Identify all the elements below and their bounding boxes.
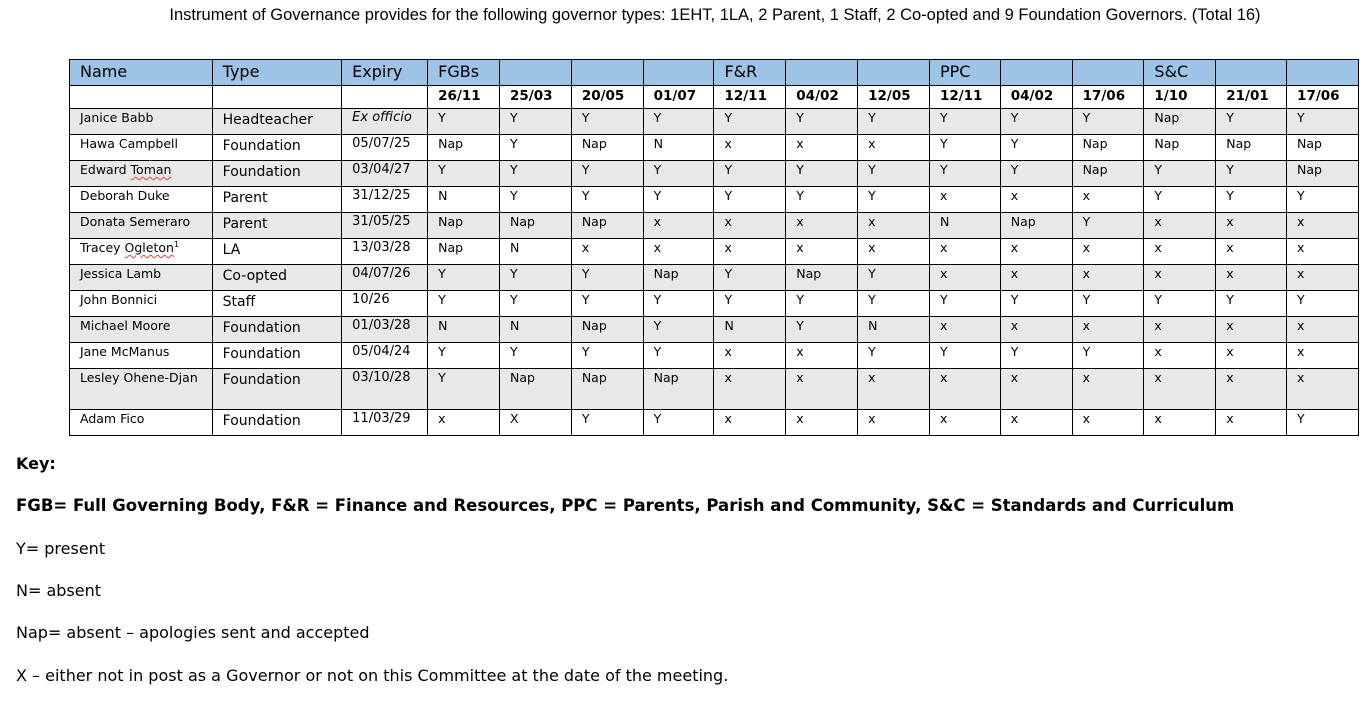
governor-name: Hawa Campbell [70, 135, 213, 161]
attendance-cell: Y [1287, 410, 1359, 436]
attendance-cell: x [1216, 213, 1287, 239]
attendance-cell: Nap [571, 213, 643, 239]
attendance-cell: x [571, 239, 643, 265]
attendance-cell: Y [929, 135, 1000, 161]
term-expiry: 11/03/29 [342, 410, 428, 436]
table-row [70, 187, 1359, 213]
attendance-cell: Y [1216, 291, 1287, 317]
attendance-cell: x [643, 239, 714, 265]
attendance-cell: x [1216, 317, 1287, 343]
table-row [70, 343, 1359, 369]
attendance-cell: Y [643, 161, 714, 187]
attendance-cell: x [1072, 187, 1144, 213]
governor-name: Jessica Lamb [70, 265, 213, 291]
table-row [70, 135, 1359, 161]
attendance-cell: x [786, 343, 858, 369]
governor-type: Foundation [212, 410, 342, 436]
date-header: 17/06 [1287, 86, 1359, 109]
attendance-cell: x [1144, 369, 1216, 410]
attendance-cell: Y [499, 343, 571, 369]
attendance-cell: Y [428, 369, 500, 410]
attendance-cell: Y [428, 291, 500, 317]
governor-type: Staff [212, 291, 342, 317]
attendance-cell: Nap [428, 213, 500, 239]
group-header-row [70, 60, 1359, 86]
date-header: 1/10 [1144, 86, 1216, 109]
table-row [70, 265, 1359, 291]
attendance-cell: Y [1072, 343, 1144, 369]
attendance-cell: Y [428, 265, 500, 291]
attendance-cell: x [786, 135, 858, 161]
attendance-cell: x [1072, 317, 1144, 343]
attendance-cell: Nap [571, 369, 643, 410]
governor-type: Headteacher [212, 109, 342, 135]
attendance-cell: N [499, 317, 571, 343]
col-header-fgbs: FGBs [428, 60, 500, 86]
attendance-cell: Y [858, 343, 930, 369]
attendance-cell: Y [786, 109, 858, 135]
attendance-cell: Y [858, 265, 930, 291]
attendance-cell: Y [786, 161, 858, 187]
attendance-cell: x [1072, 410, 1144, 436]
attendance-cell: N [428, 187, 500, 213]
attendance-cell: x [714, 213, 786, 239]
col-header-blank [858, 60, 930, 86]
attendance-cell: x [714, 239, 786, 265]
attendance-cell: x [1144, 213, 1216, 239]
attendance-cell: Y [428, 343, 500, 369]
attendance-cell: x [1287, 265, 1359, 291]
attendance-cell: Y [786, 291, 858, 317]
governor-first-name: Tracey [80, 240, 125, 255]
attendance-cell: x [1072, 265, 1144, 291]
attendance-cell: x [786, 369, 858, 410]
attendance-cell: x [1144, 343, 1216, 369]
attendance-cell: Y [858, 291, 930, 317]
governor-name: Adam Fico [70, 410, 213, 436]
col-header-blank [643, 60, 714, 86]
attendance-cell: Nap [428, 239, 500, 265]
attendance-cell: x [714, 369, 786, 410]
attendance-cell: x [1287, 317, 1359, 343]
attendance-cell: Y [1144, 291, 1216, 317]
attendance-cell: N [499, 239, 571, 265]
term-expiry: 31/05/25 [342, 213, 428, 239]
governance-intro: Instrument of Governance provides for the following governor types: 1EHT, 1LA, 2 Parent, 1 Staff, 2 Co-opted and 9 Foundation Governors. (Total 16) [169, 6, 1261, 24]
governor-type: Foundation [212, 343, 342, 369]
key-absent: N= absent [16, 581, 102, 600]
attendance-cell: x [1216, 369, 1287, 410]
attendance-cell: x [1287, 213, 1359, 239]
governor-name: Janice Babb [70, 109, 213, 135]
attendance-cell: Y [929, 109, 1000, 135]
attendance-cell: Y [643, 317, 714, 343]
col-header-name: Name [70, 60, 213, 86]
table-row [70, 213, 1359, 239]
date-header: 12/11 [714, 86, 786, 109]
attendance-cell: x [858, 410, 930, 436]
table-row [70, 369, 1359, 410]
key-apologies: Nap= absent – apologies sent and accepted [16, 623, 370, 642]
date-header-blank [342, 86, 428, 109]
attendance-cell: Y [1287, 291, 1359, 317]
attendance-cell: Y [1072, 213, 1144, 239]
attendance-cell: x [1287, 369, 1359, 410]
attendance-cell: x [714, 343, 786, 369]
table-row [70, 109, 1359, 135]
attendance-cell: x [1216, 343, 1287, 369]
date-header: 26/11 [428, 86, 500, 109]
attendance-cell: x [786, 213, 858, 239]
attendance-cell: x [929, 265, 1000, 291]
attendance-cell: Y [1287, 109, 1359, 135]
attendance-cell: Y [1072, 109, 1144, 135]
governor-type: Foundation [212, 135, 342, 161]
attendance-cell: x [1216, 239, 1287, 265]
term-expiry: 03/04/27 [342, 161, 428, 187]
attendance-cell: Y [643, 187, 714, 213]
attendance-cell: x [1144, 239, 1216, 265]
attendance-cell: X [499, 410, 571, 436]
attendance-cell: Nap [428, 135, 500, 161]
col-header-type: Type [212, 60, 342, 86]
governor-type: Co-opted [212, 265, 342, 291]
attendance-cell: Y [1144, 161, 1216, 187]
term-expiry: 03/10/28 [342, 369, 428, 410]
attendance-cell: x [929, 369, 1000, 410]
attendance-cell: x [858, 369, 930, 410]
key-abbreviations: FGB= Full Governing Body, F&R = Finance and Resources, PPC = Parents, Parish and Community, S&C = Standards and Curriculum [16, 496, 1235, 515]
attendance-cell: x [1000, 410, 1072, 436]
col-header-blank [1072, 60, 1144, 86]
attendance-cell: x [858, 135, 930, 161]
attendance-cell: Y [1000, 161, 1072, 187]
attendance-cell: Nap [499, 369, 571, 410]
attendance-cell: Y [714, 109, 786, 135]
attendance-cell: Y [714, 161, 786, 187]
term-expiry: Ex officio [342, 109, 428, 135]
col-header-blank [786, 60, 858, 86]
attendance-cell: x [643, 213, 714, 239]
attendance-cell: x [1000, 187, 1072, 213]
attendance-cell: Y [571, 161, 643, 187]
attendance-cell: Nap [1000, 213, 1072, 239]
attendance-cell: Y [643, 410, 714, 436]
attendance-cell: N [428, 317, 500, 343]
attendance-cell: Y [1216, 161, 1287, 187]
attendance-cell: Nap [1287, 135, 1359, 161]
term-expiry: 01/03/28 [342, 317, 428, 343]
governor-name: John Bonnici [70, 291, 213, 317]
attendance-cell: x [428, 410, 500, 436]
key-present: Y= present [16, 539, 106, 558]
attendance-cell: Nap [1287, 161, 1359, 187]
attendance-cell: Y [929, 291, 1000, 317]
attendance-cell: Y [643, 291, 714, 317]
col-header-blank [1000, 60, 1072, 86]
col-header-ppc: PPC [929, 60, 1000, 86]
attendance-cell: Y [1216, 109, 1287, 135]
attendance-cell: x [1144, 410, 1216, 436]
attendance-cell: Y [1072, 291, 1144, 317]
attendance-cell: x [1144, 265, 1216, 291]
governor-name: Michael Moore [70, 317, 213, 343]
attendance-cell: Y [428, 161, 500, 187]
term-expiry: 10/26 [342, 291, 428, 317]
table-row [70, 239, 1359, 265]
governor-name: Deborah Duke [70, 187, 213, 213]
governor-type: Foundation [212, 369, 342, 410]
attendance-cell: Y [858, 187, 930, 213]
table-row [70, 317, 1359, 343]
governor-type: LA [212, 239, 342, 265]
attendance-cell: Y [1000, 291, 1072, 317]
governor-last-name: Toman [130, 162, 172, 177]
attendance-cell: Y [1216, 187, 1287, 213]
governor-name: Jane McManus [70, 343, 213, 369]
attendance-cell: N [643, 135, 714, 161]
date-header: 04/02 [786, 86, 858, 109]
attendance-cell: Y [499, 187, 571, 213]
attendance-cell: x [1000, 317, 1072, 343]
attendance-cell: x [1072, 369, 1144, 410]
date-header: 04/02 [1000, 86, 1072, 109]
attendance-cell: Y [929, 161, 1000, 187]
attendance-cell: x [714, 410, 786, 436]
term-expiry: 05/04/24 [342, 343, 428, 369]
term-expiry: 13/03/28 [342, 239, 428, 265]
attendance-cell: N [929, 213, 1000, 239]
attendance-cell: x [786, 239, 858, 265]
attendance-cell: Y [571, 187, 643, 213]
attendance-cell: Y [571, 410, 643, 436]
date-header: 12/05 [858, 86, 930, 109]
attendance-cell: Y [786, 317, 858, 343]
date-header: 25/03 [499, 86, 571, 109]
col-header-blank [499, 60, 571, 86]
attendance-cell: Y [499, 291, 571, 317]
governor-type: Parent [212, 213, 342, 239]
attendance-cell: Y [1000, 109, 1072, 135]
attendance-cell: Nap [1072, 161, 1144, 187]
attendance-cell: Y [499, 135, 571, 161]
attendance-cell: Nap [1144, 109, 1216, 135]
attendance-cell: x [929, 317, 1000, 343]
attendance-cell: Y [1287, 187, 1359, 213]
table-row [70, 291, 1359, 317]
attendance-cell: x [1216, 410, 1287, 436]
col-header-blank [571, 60, 643, 86]
governor-name [70, 239, 213, 265]
attendance-cell: N [714, 317, 786, 343]
date-header: 12/11 [929, 86, 1000, 109]
attendance-cell: Nap [1072, 135, 1144, 161]
governor-type: Foundation [212, 317, 342, 343]
attendance-cell: Nap [786, 265, 858, 291]
attendance-cell: Y [571, 265, 643, 291]
attendance-cell: Y [1144, 187, 1216, 213]
attendance-cell: Y [499, 265, 571, 291]
attendance-cell: Y [1000, 343, 1072, 369]
governor-last-name: Ogleton [124, 240, 174, 255]
table-row [70, 410, 1359, 436]
attendance-cell: x [858, 213, 930, 239]
attendance-cell: x [1072, 239, 1144, 265]
key-not-in-post: X – either not in post as a Governor or not on this Committee at the date of the meeting. [16, 666, 729, 685]
attendance-cell: Nap [643, 369, 714, 410]
governor-type: Foundation [212, 161, 342, 187]
attendance-table [69, 59, 1359, 436]
footnote-marker: 1 [173, 239, 180, 249]
attendance-cell: Y [571, 291, 643, 317]
governor-type: Parent [212, 187, 342, 213]
attendance-cell: x [1216, 265, 1287, 291]
attendance-cell: Y [643, 109, 714, 135]
date-header: 17/06 [1072, 86, 1144, 109]
date-header: 20/05 [571, 86, 643, 109]
attendance-cell: Nap [571, 317, 643, 343]
col-header-expiry: Expiry [342, 60, 428, 86]
attendance-cell: x [929, 239, 1000, 265]
table-row [70, 161, 1359, 187]
attendance-cell: Y [428, 109, 500, 135]
governor-first-name: Edward [80, 162, 131, 177]
date-header-blank [212, 86, 342, 109]
attendance-cell: N [858, 317, 930, 343]
attendance-cell: Nap [1144, 135, 1216, 161]
attendance-cell: x [1287, 239, 1359, 265]
attendance-cell: Y [571, 109, 643, 135]
attendance-cell: Nap [1216, 135, 1287, 161]
attendance-cell: Y [643, 343, 714, 369]
attendance-cell: Y [858, 161, 930, 187]
governor-name [70, 161, 213, 187]
attendance-cell: x [929, 410, 1000, 436]
attendance-cell: Y [929, 343, 1000, 369]
attendance-cell: Nap [499, 213, 571, 239]
attendance-cell: Y [714, 187, 786, 213]
col-header-fr: F&R [714, 60, 786, 86]
attendance-cell: x [1000, 265, 1072, 291]
attendance-cell: Y [714, 265, 786, 291]
governor-name: Lesley Ohene-Djan [70, 369, 213, 410]
attendance-cell: x [1144, 317, 1216, 343]
attendance-cell: x [1000, 369, 1072, 410]
attendance-cell: x [1287, 343, 1359, 369]
attendance-cell: x [1000, 239, 1072, 265]
attendance-cell: Y [714, 291, 786, 317]
attendance-cell: Nap [571, 135, 643, 161]
attendance-cell: Nap [643, 265, 714, 291]
attendance-cell: x [786, 410, 858, 436]
attendance-cell: x [929, 187, 1000, 213]
key-title: Key: [16, 454, 56, 473]
term-expiry: 04/07/26 [342, 265, 428, 291]
term-expiry: 31/12/25 [342, 187, 428, 213]
attendance-cell: Y [571, 343, 643, 369]
governor-name: Donata Semeraro [70, 213, 213, 239]
attendance-cell: x [714, 135, 786, 161]
col-header-sc: S&C [1144, 60, 1216, 86]
attendance-rows [70, 109, 1359, 436]
attendance-cell: Y [786, 187, 858, 213]
attendance-cell: x [858, 239, 930, 265]
attendance-cell: Y [1000, 135, 1072, 161]
date-header: 01/07 [643, 86, 714, 109]
attendance-cell: Y [499, 161, 571, 187]
col-header-blank [1216, 60, 1287, 86]
date-header-blank [70, 86, 213, 109]
term-expiry: 05/07/25 [342, 135, 428, 161]
attendance-cell: Y [499, 109, 571, 135]
col-header-blank [1287, 60, 1359, 86]
attendance-cell: Y [858, 109, 930, 135]
date-header-row [70, 86, 1359, 109]
date-header: 21/01 [1216, 86, 1287, 109]
